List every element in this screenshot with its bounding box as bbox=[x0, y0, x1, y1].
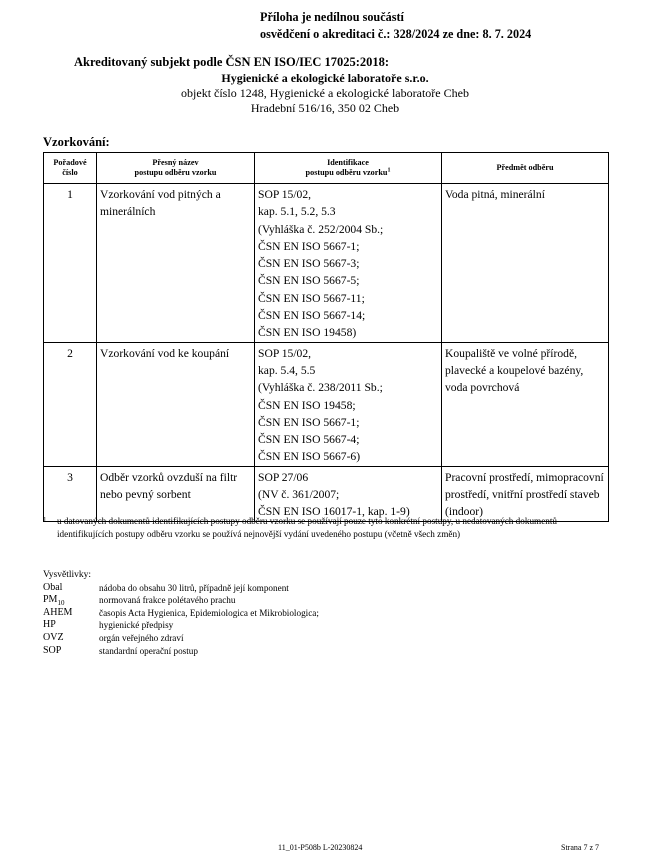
laboratory-name: Hygienické a ekologické laboratoře s.r.o. bbox=[221, 71, 429, 85]
legend-value: orgán veřejného zdraví bbox=[99, 632, 184, 643]
identification-line: ČSN EN ISO 16017-1, kap. 1-9) bbox=[258, 505, 410, 519]
identification-line: SOP 15/02, bbox=[258, 346, 312, 360]
header-order-number bbox=[44, 153, 97, 184]
table-row bbox=[44, 342, 609, 466]
row-procedure-identification bbox=[255, 342, 442, 466]
row-sampling-subject: Voda pitná, minerální bbox=[442, 184, 609, 343]
row-sampling-subject: Pracovní prostředí, mimopracovní prostředí, vnitřní prostředí staveb (indoor) bbox=[442, 466, 609, 521]
legend-key: OVZ bbox=[43, 631, 64, 643]
header-order-number-line1: Pořadové bbox=[53, 158, 87, 167]
row-procedure-name: Vzorkování vod ke koupání bbox=[97, 342, 255, 466]
row-procedure-identification bbox=[255, 466, 442, 521]
identification-line: ČSN EN ISO 5667-5; bbox=[258, 274, 360, 288]
document-code: 11_01-P508b L-20230824 bbox=[278, 843, 363, 852]
identification-line: ČSN EN ISO 5667-1; bbox=[258, 239, 360, 253]
legend-item bbox=[43, 582, 319, 595]
identification-line: (Vyhláška č. 252/2004 Sb.; bbox=[258, 222, 384, 236]
row-procedure-identification bbox=[255, 184, 442, 343]
identification-line: ČSN EN ISO 19458) bbox=[258, 326, 357, 340]
header-procedure-identification-line1: Identifikace bbox=[327, 158, 369, 167]
legend-item bbox=[43, 645, 319, 658]
legend-key: AHEM bbox=[43, 606, 73, 618]
legend-key: Obal bbox=[43, 581, 63, 593]
sampling-table bbox=[43, 152, 609, 522]
row-procedure-name: Odběr vzorků ovzduší na filtr nebo pevný sorbent bbox=[97, 466, 255, 521]
identification-line: kap. 5.4, 5.5 bbox=[258, 363, 316, 377]
laboratory-object: objekt číslo 1248, Hygienické a ekologické laboratoře Cheb bbox=[181, 86, 469, 100]
page-number: Strana 7 z 7 bbox=[561, 843, 599, 852]
identification-line: ČSN EN ISO 5667-6) bbox=[258, 450, 361, 464]
identification-line: SOP 27/06 bbox=[258, 470, 309, 484]
identification-line: (Vyhláška č. 238/2011 Sb.; bbox=[258, 381, 383, 395]
legend-item bbox=[43, 594, 319, 607]
section-title: Vzorkování: bbox=[43, 135, 110, 149]
annex-header-line1: Příloha je nedílnou součástí bbox=[260, 10, 404, 24]
legend-value: normovaná frakce polétavého prachu bbox=[99, 595, 236, 606]
header-procedure-identification-line2: postupu odběru vzorku bbox=[305, 168, 388, 177]
table-row bbox=[44, 184, 609, 343]
footnote-mark: 1 bbox=[43, 516, 47, 524]
header-procedure-identification-line2-wrap bbox=[257, 168, 439, 178]
legend-value: časopis Acta Hygienica, Epidemiologica et Mikrobiologica; bbox=[99, 607, 319, 618]
header-order-number-line2: číslo bbox=[62, 168, 78, 177]
header-procedure-name-line2: postupu odběru vzorku bbox=[134, 168, 217, 177]
row-number: 2 bbox=[44, 342, 97, 466]
identification-line: ČSN EN ISO 5667-1; bbox=[258, 415, 360, 429]
header-footnote-mark: 1 bbox=[387, 167, 391, 174]
footnote bbox=[43, 515, 613, 541]
table-row bbox=[44, 466, 609, 521]
legend bbox=[43, 569, 319, 657]
row-number: 1 bbox=[44, 184, 97, 343]
legend-item bbox=[43, 607, 319, 620]
identification-line: kap. 5.1, 5.2, 5.3 bbox=[258, 205, 336, 219]
legend-value: nádoba do obsahu 30 litrů, případně její komponent bbox=[99, 582, 289, 593]
row-number: 3 bbox=[44, 466, 97, 521]
header-sampling-subject: Předmět odběru bbox=[442, 153, 609, 184]
legend-key-subscript: 10 bbox=[57, 599, 65, 608]
legend-value: hygienické předpisy bbox=[99, 620, 174, 631]
legend-value: standardní operační postup bbox=[99, 645, 198, 656]
identification-line: ČSN EN ISO 5667-4; bbox=[258, 433, 360, 447]
legend-title: Vysvětlivky: bbox=[43, 570, 92, 580]
header-procedure-name bbox=[97, 153, 255, 184]
identification-line: (NV č. 361/2007; bbox=[258, 488, 340, 502]
legend-item bbox=[43, 632, 319, 645]
legend-item bbox=[43, 619, 319, 632]
legend-key-base: PM bbox=[43, 594, 58, 606]
row-sampling-subject: Koupaliště ve volné přírodě, plavecké a koupelové bazény, voda povrchová bbox=[442, 342, 609, 466]
legend-key: HP bbox=[43, 619, 56, 631]
accredited-subject-title: Akreditovaný subjekt podle ČSN EN ISO/IEC 17025:2018: bbox=[74, 55, 390, 69]
legend-key-pm10 bbox=[43, 594, 99, 607]
identification-line: ČSN EN ISO 19458; bbox=[258, 398, 356, 412]
identification-line: ČSN EN ISO 5667-3; bbox=[258, 257, 360, 271]
table-header-row bbox=[44, 153, 609, 184]
identification-line: ČSN EN ISO 5667-11; bbox=[258, 291, 365, 305]
footnote-text: u datovaných dokumentů identifikujících postupy odběru vzorku se používají pouze tyto konkrétní postupy, u nedatovaných dokumentů identifikujících postupy odběru vzorku se používá nejnovější vydání uvedeného postupu (včetně všech změn) bbox=[57, 516, 558, 539]
header-procedure-identification bbox=[255, 153, 442, 184]
annex-header bbox=[260, 9, 531, 43]
header-procedure-name-line1: Přesný název bbox=[152, 158, 199, 167]
annex-header-line2: osvědčení o akreditaci č.: 328/2024 ze dne: 8. 7. 2024 bbox=[260, 27, 532, 41]
row-procedure-name: Vzorkování vod pitných a minerálních bbox=[97, 184, 255, 343]
identification-line: ČSN EN ISO 5667-14; bbox=[258, 309, 366, 323]
laboratory-address: Hradební 516/16, 350 02 Cheb bbox=[250, 101, 400, 115]
legend-key: SOP bbox=[43, 644, 62, 656]
identification-line: SOP 15/02, bbox=[258, 188, 312, 201]
